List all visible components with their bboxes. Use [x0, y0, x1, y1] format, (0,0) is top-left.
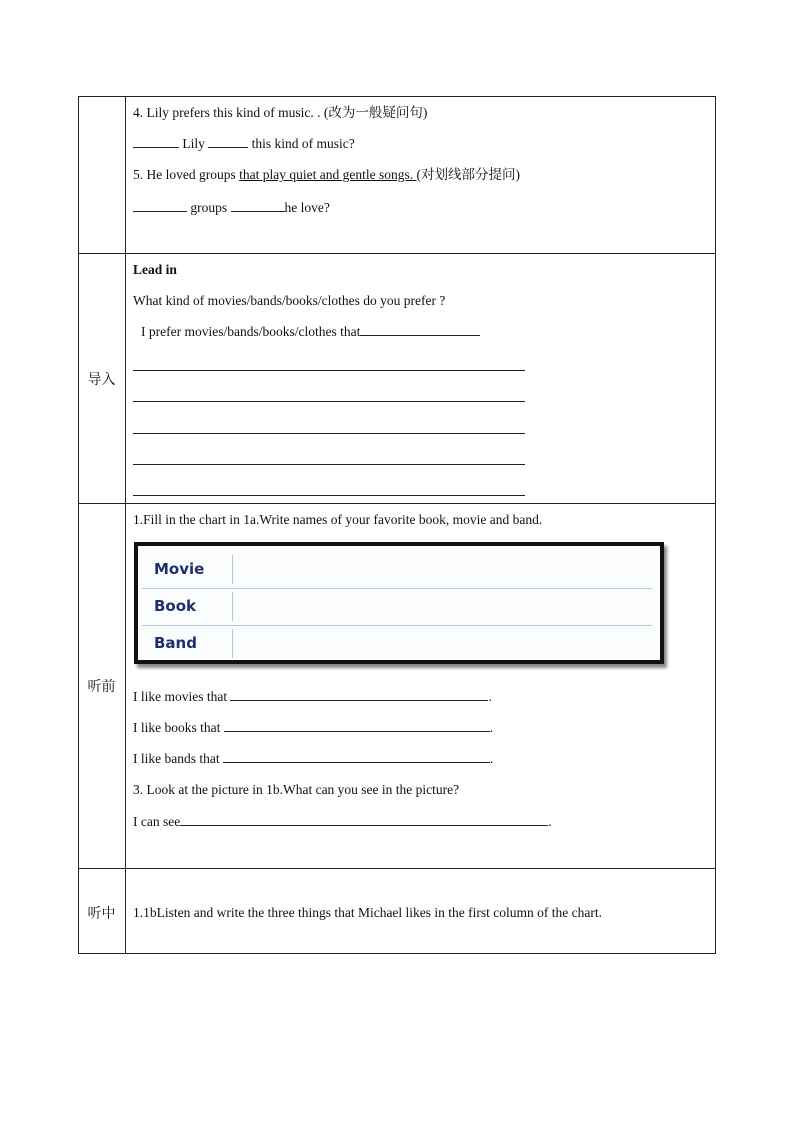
chart-row-band[interactable] — [142, 625, 652, 662]
like-bands-line — [133, 750, 493, 768]
chart-row-label: Movie — [154, 560, 205, 578]
see-line — [133, 813, 552, 831]
column-divider — [125, 96, 126, 954]
answer-blank[interactable] — [223, 750, 490, 763]
answer-blank[interactable] — [224, 719, 490, 732]
lead-in-question: What kind of movies/bands/books/clothes do you prefer ? — [133, 293, 446, 308]
chart-row-label: Book — [154, 597, 197, 615]
like-books-line — [133, 719, 493, 737]
chart-row-movie[interactable] — [142, 551, 652, 589]
question-text: 5. He loved groups — [133, 167, 240, 182]
period: . — [488, 689, 492, 704]
answer-blank[interactable] — [180, 813, 548, 826]
question-5 — [133, 166, 520, 184]
chart-separator — [232, 629, 233, 658]
answer-text: Lily — [182, 136, 205, 151]
question-4: 4. Lily prefers this kind of music. . (改为一般疑问句) — [133, 105, 428, 120]
prompt-text: I prefer movies/bands/books/clothes that — [141, 324, 361, 339]
answer-text: he love? — [284, 200, 330, 215]
sentence-start: I like bands that — [133, 751, 220, 766]
chart-separator — [232, 592, 233, 621]
answer-blank[interactable] — [133, 199, 187, 212]
answer-blank[interactable] — [230, 688, 488, 701]
chart-row-book[interactable] — [142, 588, 652, 626]
sentence-start: I can see — [133, 814, 181, 829]
section-label-while-listening: 听中 — [87, 906, 116, 922]
answer-blank[interactable] — [231, 199, 285, 212]
period: . — [489, 751, 494, 766]
question-4-answer-line — [133, 135, 355, 153]
section-label-lead-in: 导入 — [87, 372, 116, 388]
row-divider — [78, 868, 716, 869]
sentence-start: I like books that — [133, 720, 221, 735]
task-1: 1.Fill in the chart in 1a.Write names of your favorite book, movie and band. — [133, 512, 543, 527]
writing-line[interactable] — [133, 433, 525, 434]
writing-line[interactable] — [133, 401, 525, 402]
writing-line[interactable] — [133, 495, 525, 496]
question-instruction: (对划线部分提问) — [416, 167, 520, 182]
answer-blank[interactable] — [360, 323, 480, 336]
favorites-chart — [134, 542, 664, 664]
answer-text: this kind of music? — [251, 136, 355, 151]
sentence-start: I like movies that — [133, 689, 228, 704]
writing-line[interactable] — [133, 464, 525, 465]
listening-task: 1.1bListen and write the three things that Michael likes in the first column of the chart. — [133, 905, 602, 920]
answer-blank[interactable] — [133, 135, 179, 148]
question-5-answer-line — [133, 199, 330, 217]
underlined-phrase: that play quiet and gentle songs. — [239, 167, 417, 182]
lead-in-heading: Lead in — [133, 262, 177, 277]
chart-row-label: Band — [154, 634, 197, 652]
row-divider — [78, 503, 716, 504]
like-movies-line — [133, 688, 492, 706]
lead-in-prompt — [141, 323, 480, 341]
row-divider — [78, 253, 716, 254]
answer-blank[interactable] — [208, 135, 248, 148]
period: . — [548, 814, 552, 829]
period: . — [489, 720, 494, 735]
answer-text: groups — [190, 200, 228, 215]
section-label-pre-listening: 听前 — [87, 679, 116, 695]
chart-separator — [232, 555, 233, 584]
writing-line[interactable] — [133, 370, 525, 371]
task-3: 3. Look at the picture in 1b.What can you see in the picture? — [133, 782, 460, 797]
